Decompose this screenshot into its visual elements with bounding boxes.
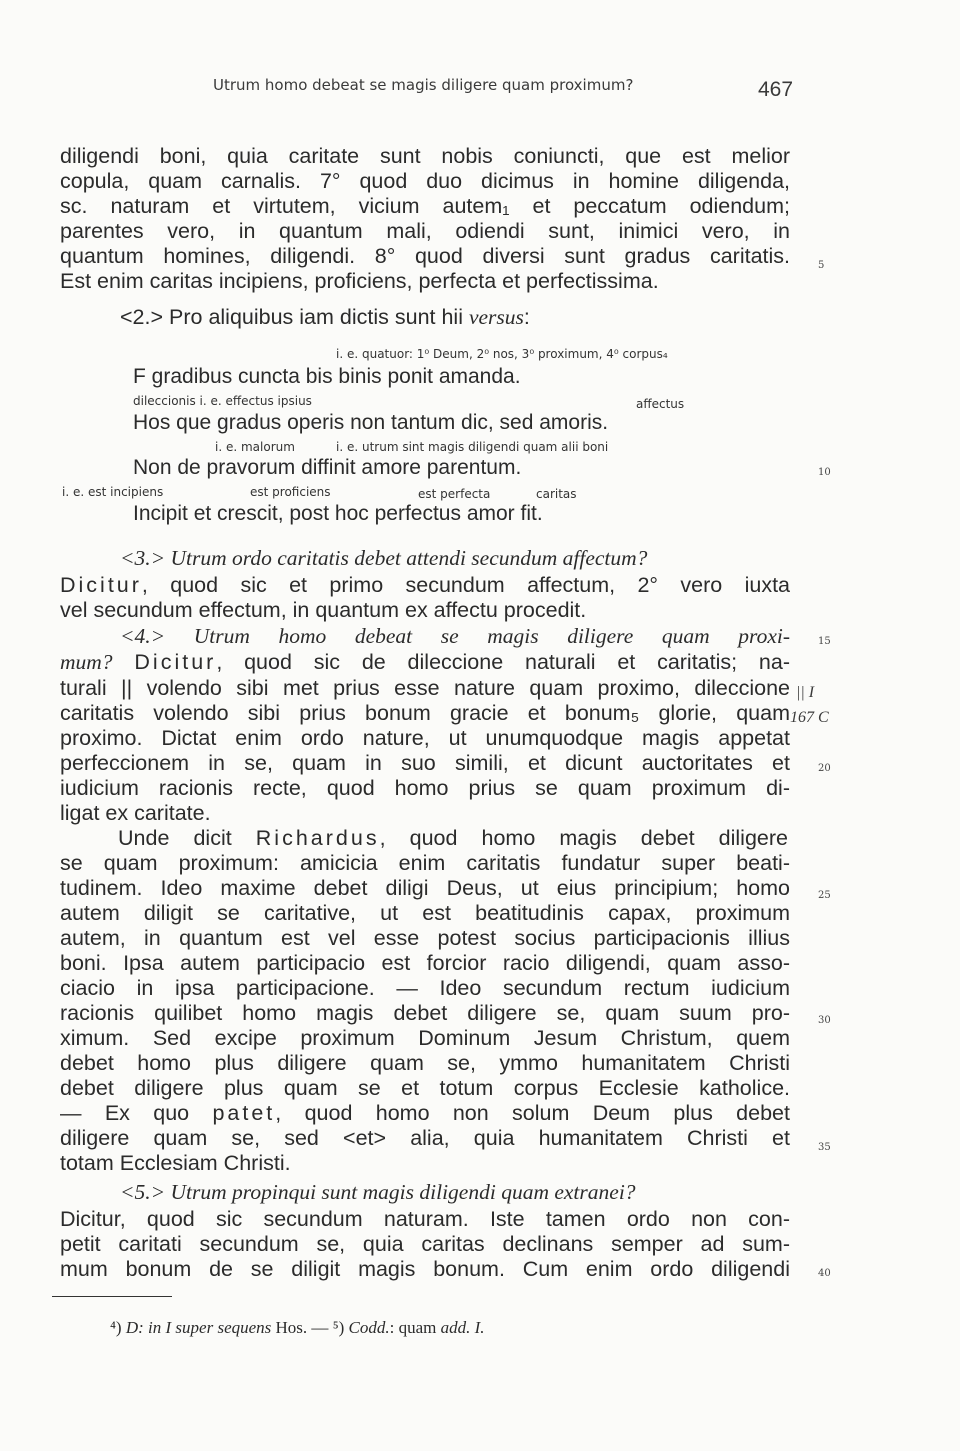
intro-word: versus bbox=[468, 305, 524, 329]
verse-gloss: i. e. est incipiens bbox=[62, 485, 164, 499]
verse-gloss: i. e. utrum sint magis diligendi quam alii boni bbox=[336, 440, 609, 454]
line-number: 35 bbox=[818, 1142, 831, 1153]
text-line: petit caritati secundum se, quia caritas declinans semper ad sum- bbox=[60, 1232, 790, 1256]
footnote-rule bbox=[52, 1296, 172, 1297]
footnote: ⁴) D: in I super sequens Hos. — ⁵) Codd.: quam add. I. bbox=[110, 1318, 485, 1337]
text-line: mum bonum de se diligit magis bonum. Cum enim ordo diligendi bbox=[60, 1257, 790, 1281]
section-2-intro: <2.> Pro aliquibus iam dictis sunt hii versus: bbox=[120, 305, 530, 329]
text-line: vel secundum effectum, in quantum ex affectu procedit. bbox=[60, 598, 587, 622]
text-line: ximum. Sed excipe proximum Dominum Jesum Christum, quem bbox=[60, 1026, 790, 1050]
text-line: caritatis volendo sibi prius bonum gracie et bonum₅ glorie, quam bbox=[60, 701, 790, 725]
line-number: 5 bbox=[818, 260, 825, 271]
text-line: Dicitur, quod sic secundum naturam. Iste tamen ordo non con- bbox=[60, 1207, 790, 1231]
margin-reference-page: 167 C bbox=[790, 709, 829, 726]
text-line: sc. naturam et virtutem, vicium autem₁ et peccatum odiendum; bbox=[60, 194, 790, 218]
verse-gloss: i. e. malorum bbox=[215, 440, 295, 454]
text-line: Est enim caritas incipiens, proficiens, perfecta et perfectissima. bbox=[60, 269, 659, 293]
text-line: tudinem. Ideo maxime debet diligi Deus, ut eius principium; homo bbox=[60, 876, 790, 900]
text-line: debet homo plus diligere quam se, ymmo humanitatem Christi bbox=[60, 1051, 790, 1075]
line-number: 10 bbox=[818, 467, 831, 478]
text-line: boni. Ipsa autem participacio est forcior racio diligendi, quam asso- bbox=[60, 951, 790, 975]
verse-line: Incipit et crescit, post hoc perfectus amor fit. bbox=[133, 502, 543, 525]
text-line: parentes vero, in quantum mali, odiendi sunt, inimici vero, in bbox=[60, 219, 790, 243]
verse-line: F gradibus cuncta bis binis ponit amanda. bbox=[133, 365, 521, 388]
page-number: 467 bbox=[758, 78, 794, 101]
line-number: 40 bbox=[818, 1268, 831, 1279]
text-line: — Ex quo patet, quod homo non solum Deum plus debet bbox=[60, 1101, 790, 1125]
text-line: quantum homines, diligendi. 8° quod diversi sunt gradus caritatis. bbox=[60, 244, 790, 268]
text-line: diligere quam se, sed <et> alia, quia humanitatem Christi et bbox=[60, 1126, 790, 1150]
verse-line: Non de pravorum diffinit amore parentum. bbox=[133, 456, 522, 479]
text-line: proximo. Dictat enim ordo nature, ut unumquodque magis appetat bbox=[60, 726, 790, 750]
line-number: 25 bbox=[818, 890, 831, 901]
text-line: mum? Dicitur, quod sic de dileccione naturali et caritatis; na- bbox=[60, 650, 790, 674]
text-line: iudicium racionis recte, quod homo prius se quam proximum di- bbox=[60, 776, 790, 800]
text-line: turali || volendo sibi met prius esse nature quam proximo, dileccione bbox=[60, 676, 790, 700]
line-number: 20 bbox=[818, 763, 831, 774]
verse-gloss: est proficiens bbox=[250, 485, 331, 499]
text-line: copula, quam carnalis. 7° quod duo dicimus in homine diligenda, bbox=[60, 169, 790, 193]
text-line: Unde dicit Richardus, quod homo magis debet diligere bbox=[118, 826, 788, 850]
text-line: autem diligit se caritative, ut est beatitudinis capax, proximum bbox=[60, 901, 790, 925]
verse-gloss: caritas bbox=[536, 487, 577, 501]
text-line: diligendi boni, quia caritate sunt nobis coniuncti, que est melior bbox=[60, 144, 790, 168]
text-line: totam Ecclesiam Christi. bbox=[60, 1151, 291, 1175]
section-4-heading: <4.> Utrum homo debeat se magis diligere quam proxi- bbox=[120, 624, 790, 648]
running-title: Utrum homo debeat se magis diligere quam proximum? bbox=[213, 76, 634, 94]
verse-gloss: est perfecta bbox=[418, 487, 491, 501]
text-line: ciacio in ipsa participacione. — Ideo secundum rectum iudicium bbox=[60, 976, 790, 1000]
line-number: 15 bbox=[818, 636, 831, 647]
section-5-heading: <5.> Utrum propinqui sunt magis diligendi quam extranei? bbox=[120, 1180, 636, 1204]
line-number: 30 bbox=[818, 1015, 831, 1026]
margin-reference-bar: || I bbox=[796, 684, 815, 701]
text-line: racionis quilibet homo magis debet diligere se, quam suum pro- bbox=[60, 1001, 790, 1025]
text-line: debet diligere plus quam se et totum corpus Ecclesie katholice. bbox=[60, 1076, 790, 1100]
verse-gloss: i. e. quatuor: 1⁰ Deum, 2⁰ nos, 3⁰ proximum, 4⁰ corpus₄ bbox=[336, 347, 668, 361]
section-3-heading: <3.> Utrum ordo caritatis debet attendi secundum affectum? bbox=[120, 546, 648, 570]
text-line: se quam proximum: amicicia enim caritatis fundatur super beati- bbox=[60, 851, 790, 875]
verse-gloss: affectus bbox=[636, 397, 685, 411]
text-line: perfeccionem in se, quam in suo simili, et dicunt auctoritates et bbox=[60, 751, 790, 775]
text-line: Dicitur, quod sic et primo secundum affectum, 2° vero iuxta bbox=[60, 573, 790, 597]
verse-gloss: dileccionis i. e. effectus ipsius bbox=[133, 394, 312, 408]
verse-line: Hos que gradus operis non tantum dic, sed amoris. bbox=[133, 411, 609, 434]
text-line: autem, in quantum est vel esse potest socius participacionis illius bbox=[60, 926, 790, 950]
text-line: ligat ex caritate. bbox=[60, 801, 211, 825]
intro-text: <2.> Pro aliquibus iam dictis sunt hii bbox=[120, 305, 463, 329]
